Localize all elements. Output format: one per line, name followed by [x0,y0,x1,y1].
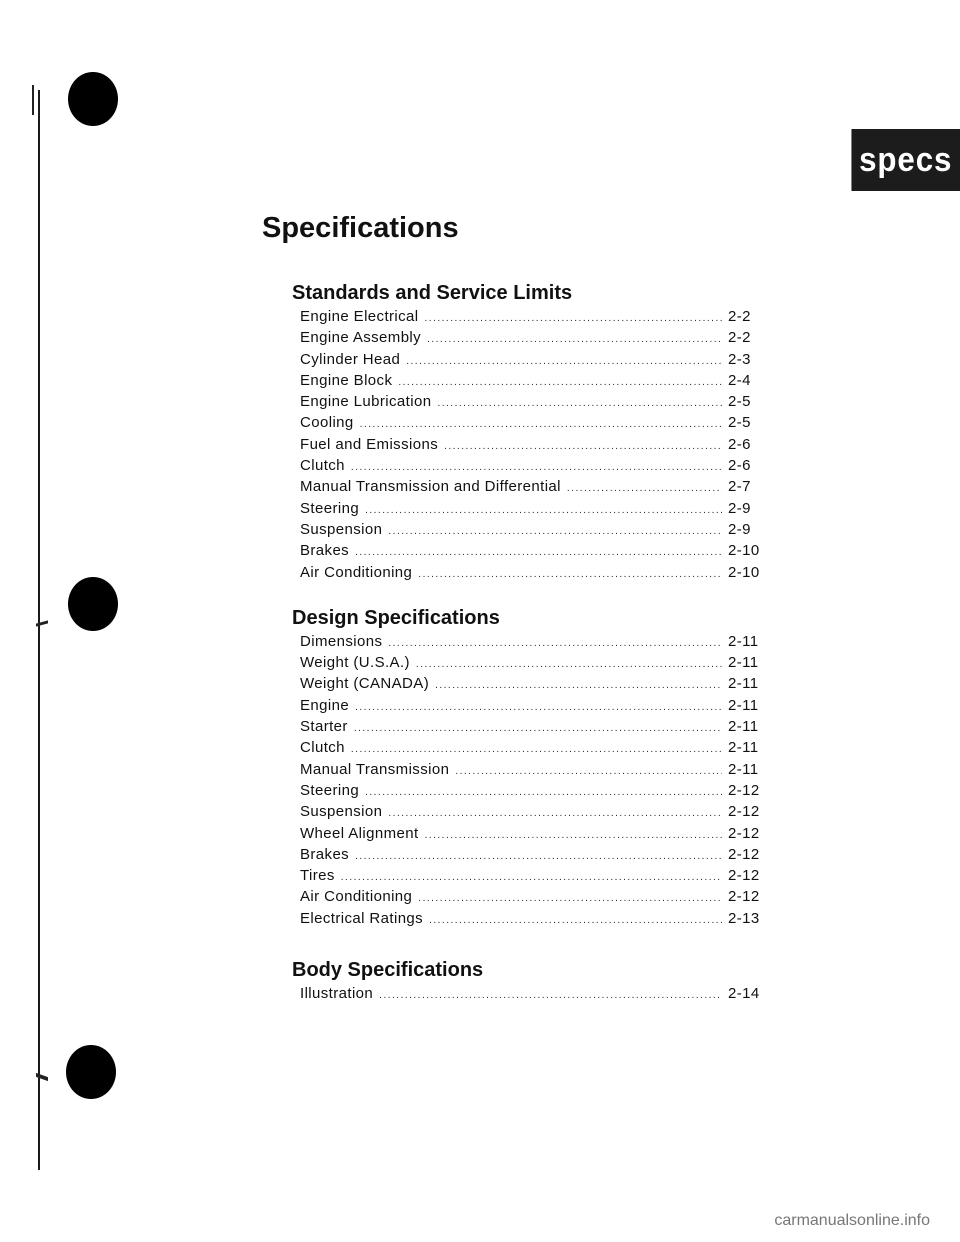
toc-entry[interactable] [292,393,762,414]
entry-label: Manual Transmission [300,760,450,778]
toc-entry[interactable] [292,718,762,739]
toc-entry[interactable] [292,457,762,478]
entry-page: 2-2 [728,308,751,325]
dot-leader [351,462,722,473]
toc-entry[interactable] [292,697,762,718]
toc-entry[interactable] [292,985,762,1006]
toc-entry[interactable] [292,761,762,782]
toc-entry[interactable] [292,478,762,499]
dot-leader [418,893,722,904]
toc-entry[interactable] [292,910,762,931]
entry-label: Steering [300,499,360,517]
section-heading: Standards and Service Limits [292,282,573,304]
toc-entry[interactable] [292,372,762,393]
binder-edge-line [38,90,40,1170]
entry-page: 2-6 [728,435,751,453]
toc-entry[interactable] [292,846,762,867]
punch-hole-middle [68,577,118,631]
entry-page: 2-9 [728,499,751,517]
entry-label: Brakes [300,845,350,863]
dot-leader [455,766,722,777]
entry-label: Fuel and Emissions [300,435,439,453]
toc-entry[interactable] [292,308,762,329]
entry-label: Tires [300,867,335,885]
dot-leader [360,419,722,430]
entry-label: Clutch [300,739,345,757]
dot-leader [355,547,722,558]
toc-entry[interactable] [292,351,762,372]
dot-leader [365,505,722,516]
entry-page: 2-4 [728,371,751,389]
entry-page: 2-12 [728,781,760,799]
dot-leader [355,851,722,862]
page-title: Specifications [262,212,459,244]
toc-entry[interactable] [292,867,762,888]
toc-section-body [292,957,762,1006]
entry-label: Wheel Alignment [300,824,419,842]
toc-entry[interactable] [292,633,762,654]
entry-label: Weight (CANADA) [300,675,430,693]
toc-entry[interactable] [292,675,762,696]
dot-leader [388,638,722,649]
dot-leader [416,659,722,670]
dot-leader [444,441,722,452]
toc-entry[interactable] [292,500,762,521]
entry-page: 2-5 [728,393,751,411]
punch-hole-bottom [66,1045,116,1099]
entry-page: 2-11 [728,632,759,650]
dot-leader [425,830,722,841]
dot-leader [388,526,722,537]
toc-entry[interactable] [292,329,762,350]
entry-label: Suspension [300,520,383,538]
dot-leader [351,744,722,755]
toc-entry[interactable] [292,521,762,542]
entry-label: Illustration [300,985,374,1003]
toc-entry[interactable] [292,414,762,435]
dot-leader [567,483,722,494]
watermark: carmanualsonline.info [774,1212,930,1229]
section-tab-specs[interactable]: specs [851,129,960,191]
punch-hole-top [68,72,118,126]
entry-page: 2-5 [728,414,751,432]
entry-page: 2-6 [728,457,751,475]
toc-entry[interactable] [292,782,762,803]
entry-page: 2-13 [728,909,760,927]
entry-page: 2-2 [728,329,751,347]
dot-leader [435,680,722,691]
table-of-contents [292,280,762,1026]
entry-label: Manual Transmission and Differential [300,478,561,496]
dot-leader [425,313,722,324]
toc-entry[interactable] [292,825,762,846]
entry-page: 2-12 [728,867,760,885]
toc-entry[interactable] [292,888,762,909]
dot-leader [429,915,722,926]
entry-page: 2-10 [728,563,760,581]
entry-label: Air Conditioning [300,563,413,581]
entry-page: 2-12 [728,803,760,821]
entry-label: Cylinder Head [300,350,401,368]
dot-leader [354,723,722,734]
entry-label: Cooling [300,414,354,432]
entry-label: Clutch [300,457,345,475]
entry-page: 2-11 [728,654,759,672]
entry-label: Weight (U.S.A.) [300,654,410,672]
dot-leader [341,872,722,883]
dot-leader [406,356,722,367]
entry-page: 2-10 [728,542,760,560]
dot-leader [355,702,722,713]
entry-page: 2-9 [728,520,751,538]
entry-label: Steering [300,781,360,799]
entry-page: 2-12 [728,845,760,863]
entry-label: Brakes [300,542,350,560]
toc-entry[interactable] [292,436,762,457]
dot-leader [365,787,722,798]
entry-page: 2-11 [728,760,759,778]
entry-label: Suspension [300,803,383,821]
entry-page: 2-12 [728,888,760,906]
entry-page: 2-7 [728,478,751,496]
entry-label: Engine Electrical [300,308,419,325]
entry-label: Electrical Ratings [300,909,424,927]
toc-entry[interactable] [292,564,762,585]
section-heading: Body Specifications [292,959,484,982]
toc-entry[interactable] [292,739,762,760]
toc-section-design [292,605,762,931]
toc-entry[interactable] [292,542,762,563]
toc-entry[interactable] [292,803,762,824]
entry-page: 2-11 [728,696,759,714]
entry-page: 2-12 [728,824,760,842]
dot-leader [427,334,722,345]
entry-label: Engine Lubrication [300,393,432,411]
entry-page: 2-3 [728,350,751,368]
dot-leader [388,808,722,819]
binder-edge-mark [32,85,34,115]
entry-page: 2-11 [728,739,759,757]
entry-label: Air Conditioning [300,888,413,906]
entry-label: Engine Assembly [300,329,422,347]
entry-label: Engine Block [300,371,393,389]
toc-entry[interactable] [292,654,762,675]
dot-leader [379,990,722,1001]
section-heading: Design Specifications [292,606,500,629]
dot-leader [398,377,722,388]
toc-section-standards [292,280,762,585]
entry-label: Engine [300,696,350,714]
entry-label: Dimensions [300,632,383,650]
entry-page: 2-11 [728,675,759,693]
entry-page: 2-11 [728,718,759,736]
entry-page: 2-14 [728,985,760,1003]
dot-leader [437,398,722,409]
entry-label: Starter [300,718,348,736]
dot-leader [418,569,722,580]
